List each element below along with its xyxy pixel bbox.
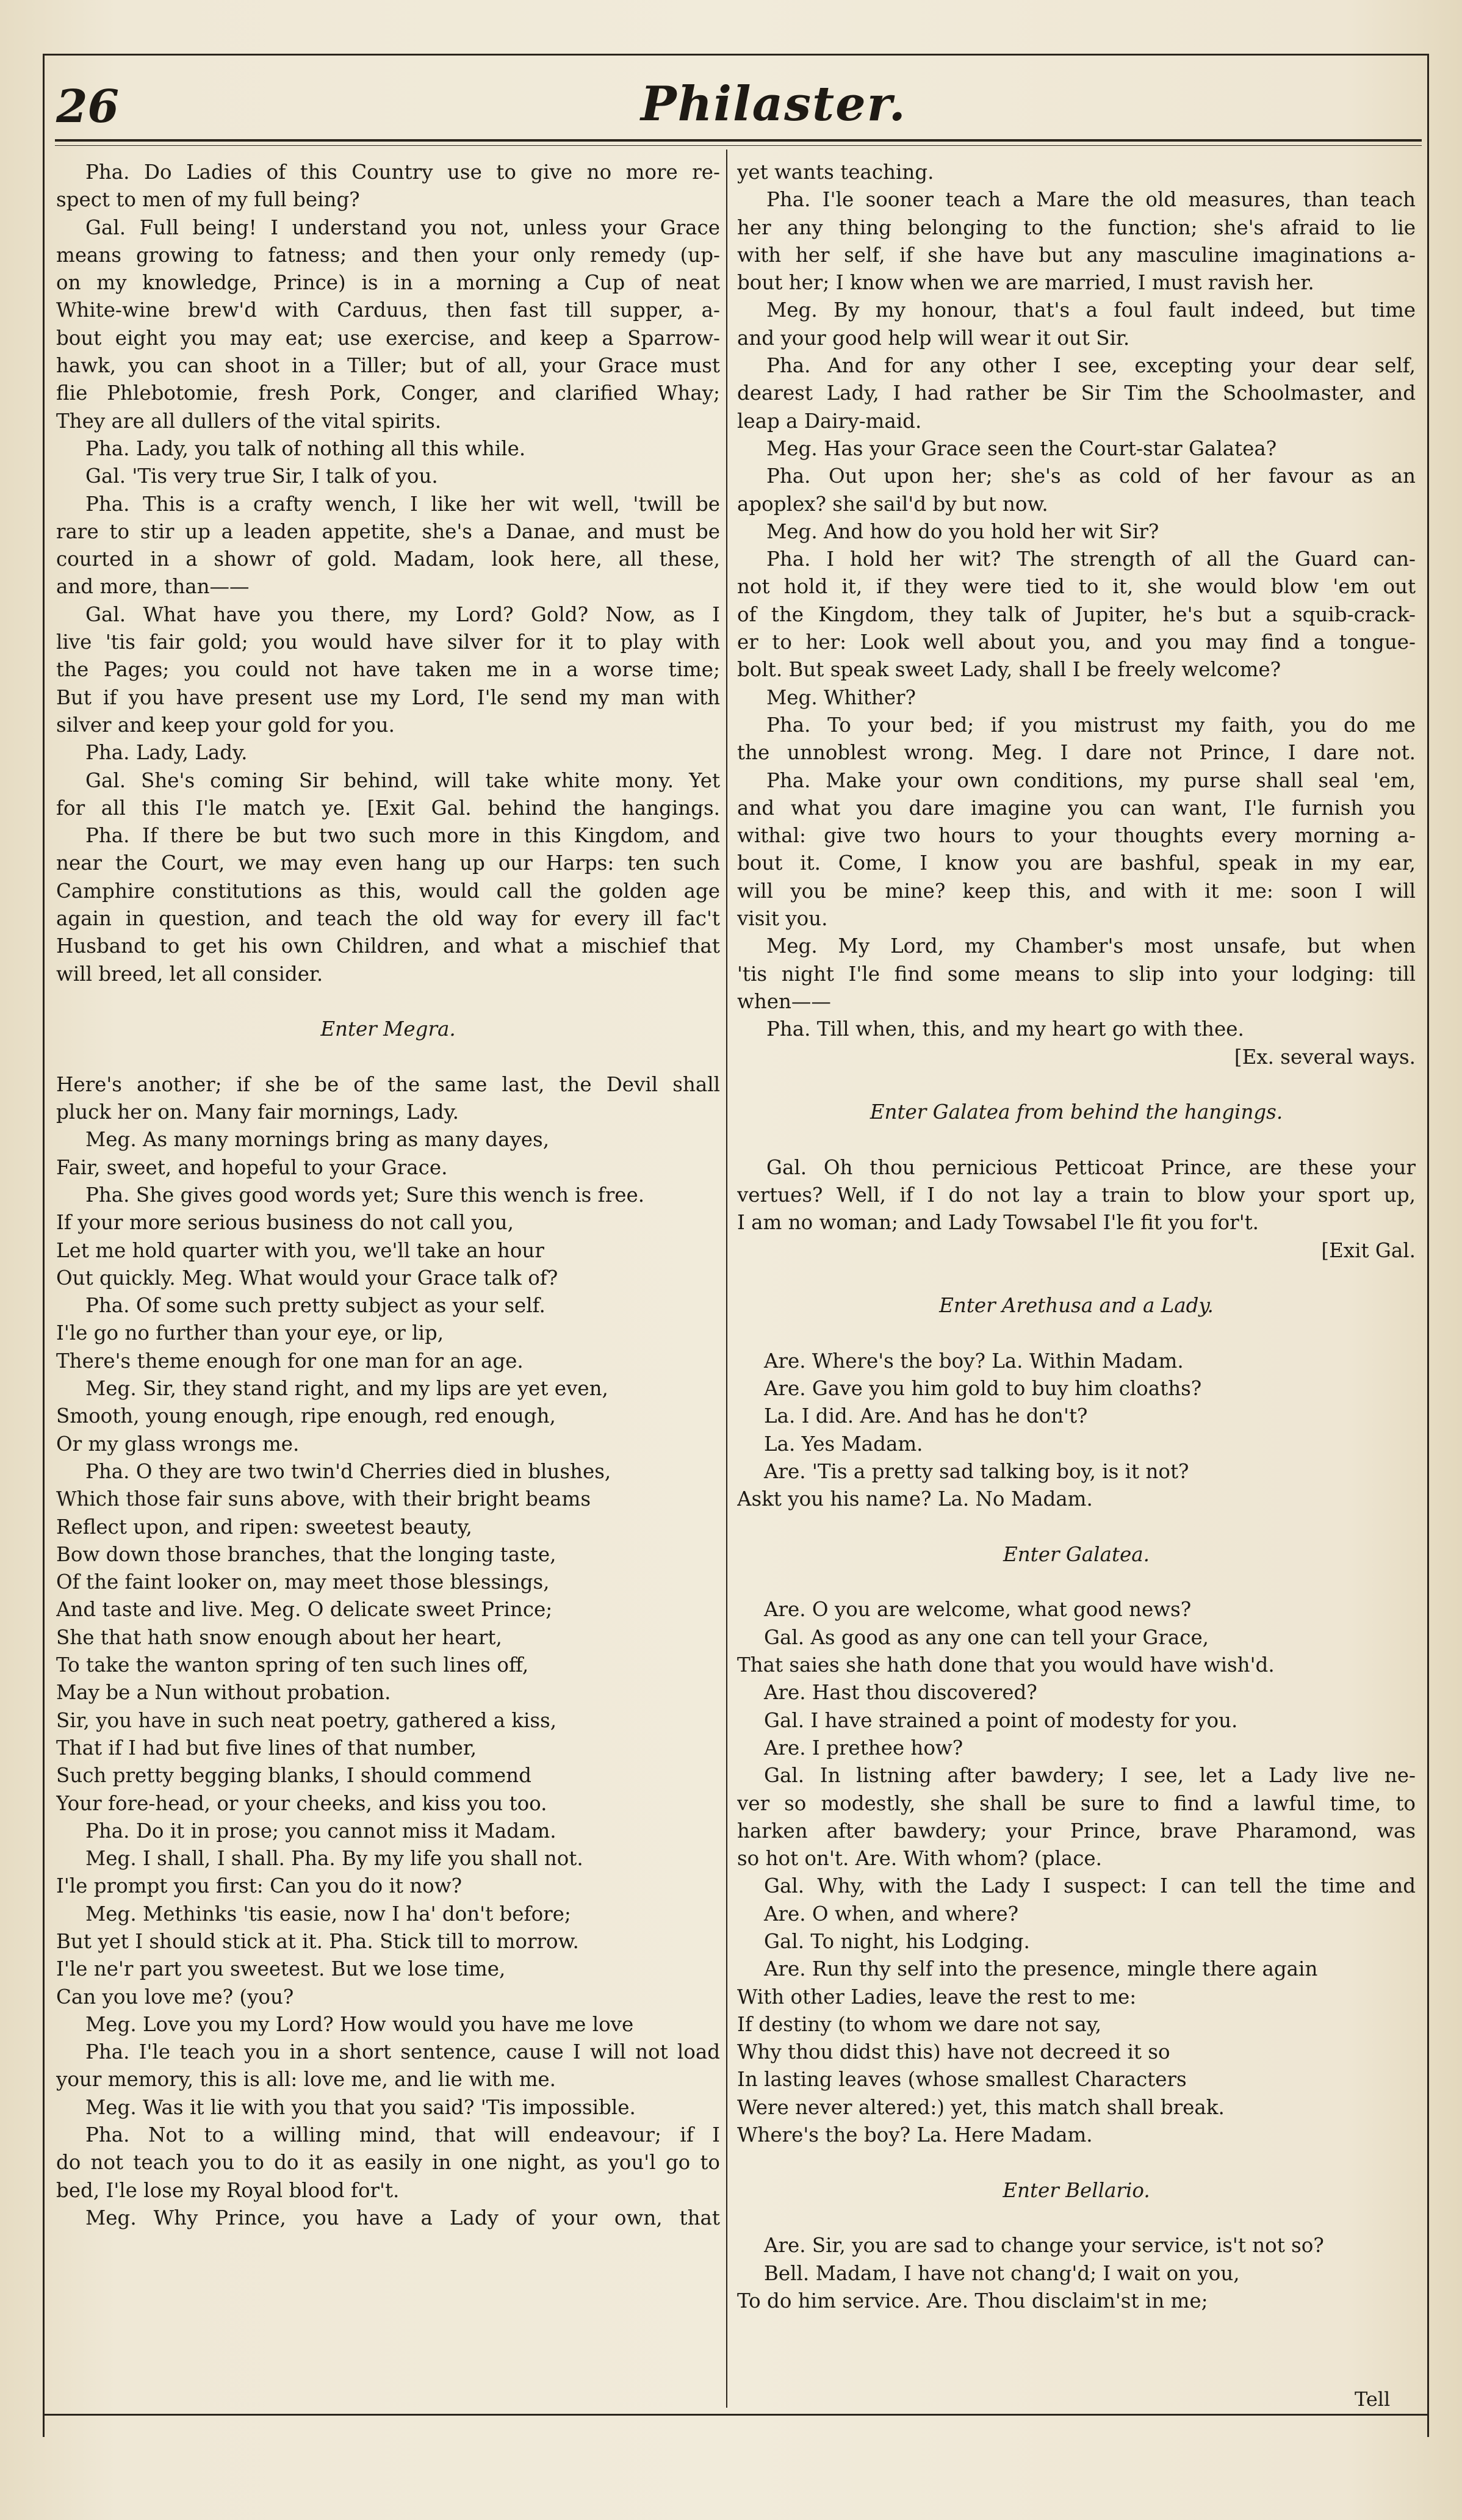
text-line: bolt. But speak sweet Lady, shall I be freely welcome? xyxy=(737,658,1281,682)
text-line: her any thing belonging to the function; she's afraid to lie xyxy=(737,215,1416,239)
text-line: Gal. In listning after bawdery; I see, let a Lady live ne- xyxy=(764,1764,1416,1788)
text-line: I'le ne'r part you sweetest. But we lose time, xyxy=(56,1957,506,1981)
text-line: your memory, this is all: love me, and lie with me. xyxy=(56,2068,556,2092)
text-line xyxy=(737,2149,1416,2176)
text-line: Meg. Love you my Lord? How would you have me love xyxy=(85,2012,634,2036)
text-line: With other Ladies, leave the rest to me: xyxy=(737,1985,1137,2009)
text-line: ver so modestly, she shall be sure to find a lawful time, to xyxy=(737,1791,1416,1815)
stage-direction: Enter Galatea from behind the hangings. xyxy=(870,1100,1283,1124)
text-line: 'tis night I'le find some means to slip into your lodging: till xyxy=(737,962,1416,986)
text-line: Pha. This is a crafty wench, I like her wit well, 'twill be xyxy=(85,492,720,516)
text-line: Meg. And how do you hold her wit Sir? xyxy=(766,519,1159,543)
text-line: In lasting leaves (whose smallest Characters xyxy=(737,2068,1187,2092)
text-line: Fair, sweet, and hopeful to your Grace. xyxy=(56,1155,448,1179)
text-line: Out quickly. Meg. What would your Grace talk of? xyxy=(56,1266,558,1290)
text-line: Are. Sir, you are sad to change your service, is't not so? xyxy=(764,2234,1324,2258)
text-line: Meg. Was it lie with you that you said? 'Tis impossible. xyxy=(85,2095,636,2119)
text-line: Pha. To your bed; if you mistrust my faith, you do me xyxy=(766,713,1416,737)
text-line: Askt you his name? La. No Madam. xyxy=(737,1487,1093,1511)
text-line: flie Phlebotomie, fresh Pork, Conger, and clarified Whay; xyxy=(56,381,720,405)
text-line: not hold it, if they were tied to it, she would blow 'em out xyxy=(737,575,1416,599)
text-line: Your fore-head, or your cheeks, and kiss you too. xyxy=(56,1791,547,1815)
text-line: I am no woman; and Lady Towsabel I'le fit you for't. xyxy=(737,1211,1259,1235)
text-line: Gal. What have you there, my Lord? Gold? Now, as I xyxy=(85,602,720,626)
text-line: White-wine brew'd with Carduus, then fast till supper, a- xyxy=(56,298,720,322)
page-frame-bottom xyxy=(43,2414,1429,2416)
text-line: Bell. Madam, I have not chang'd; I wait on you, xyxy=(764,2261,1240,2285)
text-line: visit you. xyxy=(737,907,828,931)
text-line: Are. Hast thou discovered? xyxy=(764,1681,1037,1705)
stage-direction: Enter Bellario. xyxy=(1003,2178,1150,2202)
text-line: La. I did. Are. And has he don't? xyxy=(764,1404,1088,1428)
text-line: Pha. And for any other I see, excepting your dear self, xyxy=(766,354,1416,378)
text-line: Reflect upon, and ripen: sweetest beauty, xyxy=(56,1515,472,1539)
text-line: Pha. I'le teach you in a short sentence, cause I will not load xyxy=(85,2040,720,2064)
text-line: Meg. I shall, I shall. Pha. By my life you shall not. xyxy=(85,1847,583,1871)
text-line: dearest Lady, I had rather be Sir Tim the Schoolmaster, and xyxy=(737,381,1416,405)
text-line: means growing to fatness; and then your only remedy (up- xyxy=(56,243,720,267)
text-line: Meg. As many mornings bring as many dayes, xyxy=(85,1128,550,1152)
text-line: Pha. Make your own conditions, my purse shall seal 'em, xyxy=(766,768,1416,792)
text-line: Are. I prethee how? xyxy=(764,1736,963,1760)
text-line: La. Yes Madam. xyxy=(764,1432,923,1456)
text-line: Pha. I'le sooner teach a Mare the old measures, than teach xyxy=(766,188,1416,212)
text-line: Bow down those branches, that the longing taste, xyxy=(56,1542,556,1566)
text-line: Sir, you have in such neat poetry, gathered a kiss, xyxy=(56,1708,557,1732)
text-line: again in question, and teach the old way for every ill fac't xyxy=(56,907,720,931)
text-line: near the Court, we may even hang up our Harps: ten such xyxy=(56,851,720,875)
text-line: If your more serious business do not call you, xyxy=(56,1211,514,1235)
text-line: with her self, if she have but any masculine imaginations a- xyxy=(737,243,1416,267)
page-frame-left xyxy=(43,54,45,2437)
text-line: There's theme enough for one man for an age. xyxy=(56,1349,524,1373)
text-line xyxy=(737,1514,1416,1541)
text-line: bout her; I know when we are married, I must ravish her. xyxy=(737,271,1314,295)
text-line: That saies she hath done that you would have wish'd. xyxy=(737,1653,1275,1677)
text-line: Pha. Do it in prose; you cannot miss it Madam. xyxy=(85,1819,556,1843)
text-line: And taste and live. Meg. O delicate sweet Prince; xyxy=(56,1598,553,1622)
text-line: withal: give two hours to your thoughts every morning a- xyxy=(737,824,1416,848)
text-line: vertues? Well, if I do not lay a train to blow your sport up, xyxy=(737,1183,1416,1207)
text-line: Of the faint looker on, may meet those blessings, xyxy=(56,1570,550,1594)
text-line: Or my glass wrongs me. xyxy=(56,1432,300,1456)
text-line: Gal. 'Tis very true Sir, I talk of you. xyxy=(85,464,438,488)
text-line xyxy=(737,1071,1416,1099)
text-line: so hot on't. Are. With whom? (place. xyxy=(737,1847,1102,1871)
text-line: Gal. Oh thou pernicious Petticoat Prince, are these your xyxy=(766,1155,1416,1179)
text-line xyxy=(56,988,720,1016)
text-line: hawk, you can shoot in a Tiller; but of all, your Grace must xyxy=(56,354,720,378)
text-line: Pha. Out upon her; she's as cold of her favour as an xyxy=(766,464,1416,488)
text-line: But if you have present use my Lord, I'le send my man with xyxy=(56,685,720,709)
text-line: Are. 'Tis a pretty sad talking boy, is it not? xyxy=(764,1459,1189,1483)
text-line: bout it. Come, I know you are bashful, speak in my ear, xyxy=(737,851,1416,875)
text-line: Pha. O they are two twin'd Cherries died in blushes, xyxy=(85,1459,611,1483)
text-line: If destiny (to whom we dare not say, xyxy=(737,2012,1102,2036)
header-rule-thin xyxy=(55,145,1422,146)
text-line: pluck her on. Many fair mornings, Lady. xyxy=(56,1100,459,1124)
text-line: Gal. She's coming Sir behind, will take white mony. Yet xyxy=(85,768,720,792)
text-line: Pha. She gives good words yet; Sure this wench is free. xyxy=(85,1183,645,1207)
text-line: Are. O you are welcome, what good news? xyxy=(764,1598,1192,1622)
text-line xyxy=(737,2204,1416,2232)
text-line: Gal. To night, his Lodging. xyxy=(764,1930,1030,1953)
text-line: rare to stir up a leaden appetite, she's a Danae, and must be xyxy=(56,519,720,543)
text-line: Husband to get his own Children, and what a mischief that xyxy=(56,934,720,958)
text-line: Meg. Sir, they stand right, and my lips are yet even, xyxy=(85,1377,608,1401)
text-line: will breed, let all consider. xyxy=(56,962,323,986)
text-line: Smooth, young enough, ripe enough, red enough, xyxy=(56,1404,556,1428)
text-line: Are. Run thy self into the presence, mingle there again xyxy=(764,1957,1318,1981)
text-line: Gal. Full being! I understand you not, unless your Grace xyxy=(85,215,720,239)
text-line: Are. Gave you him gold to buy him cloaths? xyxy=(764,1377,1202,1401)
text-line: [Exit Gal. xyxy=(1321,1238,1416,1262)
text-line: Are. Where's the boy? La. Within Madam. xyxy=(764,1349,1184,1373)
page-frame-top xyxy=(43,54,1429,56)
header-rule xyxy=(55,139,1422,142)
stage-direction: Enter Galatea. xyxy=(1003,1542,1150,1566)
text-line xyxy=(737,1126,1416,1153)
text-line: and what you dare imagine you can want, I'le furnish you xyxy=(737,796,1416,820)
text-line: Were never altered:) yet, this match shall break. xyxy=(737,2095,1225,2119)
text-line: and more, than—— xyxy=(56,575,250,599)
text-line: yet wants teaching. xyxy=(737,161,934,184)
text-line: and your good help will wear it out Sir. xyxy=(737,326,1130,350)
text-line: Meg. Has your Grace seen the Court-star Galatea? xyxy=(766,436,1277,460)
text-line: Pha. Not to a willing mind, that will endeavour; if I xyxy=(85,2123,720,2147)
text-line: Meg. Whither? xyxy=(766,685,916,709)
text-line: Pha. Till when, this, and my heart go with thee. xyxy=(766,1017,1244,1041)
text-line: will you be mine? keep this, and with it me: soon I will xyxy=(737,879,1416,903)
text-line: I'le go no further than your eye, or lip, xyxy=(56,1321,444,1345)
text-line: the unnoblest wrong. Meg. I dare not Prince, I dare not. xyxy=(737,741,1416,765)
text-line: Pha. Do Ladies of this Country use to give no more re- xyxy=(85,161,720,184)
text-line: But yet I should stick at it. Pha. Stick till to morrow. xyxy=(56,1930,579,1953)
page-number: 26 xyxy=(56,81,119,133)
text-line: spect to men of my full being? xyxy=(56,188,360,212)
text-line: do not teach you to do it as easily in one night, as you'l go to xyxy=(56,2151,720,2175)
text-line: Meg. My Lord, my Chamber's most unsafe, but when xyxy=(766,934,1416,958)
text-line: I'le prompt you first: Can you do it now? xyxy=(56,1874,462,1898)
text-line: Here's another; if she be of the same last, the Devil shall xyxy=(56,1072,720,1096)
text-line: Pha. Lady, Lady. xyxy=(85,741,248,765)
text-line: Pha. If there be but two such more in this Kingdom, and xyxy=(85,824,720,848)
text-line: Where's the boy? La. Here Madam. xyxy=(737,2123,1093,2147)
text-line: on my knowledge, Prince) is in a morning a Cup of neat xyxy=(56,271,720,295)
text-line: of the Kingdom, they talk of Jupiter, he's but a squib-crack- xyxy=(737,602,1416,626)
text-line xyxy=(56,1044,720,1071)
text-line: She that hath snow enough about her heart, xyxy=(56,1625,502,1649)
text-line xyxy=(737,1265,1416,1292)
text-line: Pha. I hold her wit? The strength of all the Guard can- xyxy=(766,547,1416,571)
text-line: Pha. Of some such pretty subject as your self. xyxy=(85,1294,546,1318)
text-line: Let me hold quarter with you, we'll take an hour xyxy=(56,1238,544,1262)
text-line: bed, I'le lose my Royal blood for't. xyxy=(56,2178,400,2202)
text-line: leap a Dairy-maid. xyxy=(737,409,922,433)
text-line: bout eight you may eat; use exercise, and keep a Sparrow- xyxy=(56,326,720,350)
text-line: courted in a showr of gold. Madam, look here, all these, xyxy=(56,547,720,571)
running-title: Philaster. xyxy=(641,76,907,132)
text-line: May be a Nun without probation. xyxy=(56,1681,391,1705)
right-column xyxy=(737,159,1416,2315)
text-line: To do him service. Are. Thou disclaim'st in me; xyxy=(737,2289,1208,2312)
catchword: Tell xyxy=(1355,2388,1391,2411)
text-line: apoplex? she sail'd by but now. xyxy=(737,492,1048,516)
text-line: They are all dullers of the vital spirits. xyxy=(56,409,442,433)
text-line xyxy=(737,1320,1416,1347)
text-line: Can you love me? (you? xyxy=(56,1985,294,2009)
text-line: when—— xyxy=(737,989,831,1013)
text-line: That if I had but five lines of that number, xyxy=(56,1736,477,1760)
text-line: silver and keep your gold for you. xyxy=(56,713,395,737)
text-line: Gal. Why, with the Lady I suspect: I can tell the time and xyxy=(764,1874,1416,1898)
text-line: live 'tis fair gold; you would have silver for it to play with xyxy=(56,630,720,654)
text-line: To take the wanton spring of ten such lines off, xyxy=(56,1653,529,1677)
text-line: for all this I'le match ye. [Exit Gal. behind the hangings. xyxy=(56,796,720,820)
text-line: Are. O when, and where? xyxy=(764,1902,1019,1926)
text-line: Meg. By my honour, that's a foul fault indeed, but time xyxy=(766,298,1416,322)
text-line: Such pretty begging blanks, I should commend xyxy=(56,1764,531,1788)
text-line: Gal. As good as any one can tell your Grace, xyxy=(764,1625,1209,1649)
page-frame-right xyxy=(1427,54,1429,2437)
text-line: Gal. I have strained a point of modesty for you. xyxy=(764,1708,1238,1732)
text-line: Which those fair suns above, with their bright beams xyxy=(56,1487,591,1511)
text-line: harken after bawdery; your Prince, brave Pharamond, was xyxy=(737,1819,1416,1843)
stage-direction: Enter Megra. xyxy=(320,1017,456,1041)
text-line: Camphire constitutions as this, would call the golden age xyxy=(56,879,720,903)
text-line: the Pages; you could not have taken me in a worse time; xyxy=(56,658,720,682)
text-line: er to her: Look well about you, and you may find a tongue- xyxy=(737,630,1416,654)
stage-direction: Enter Arethusa and a Lady. xyxy=(939,1294,1214,1318)
column-divider xyxy=(726,150,727,2408)
text-line: Meg. Why Prince, you have a Lady of your own, that xyxy=(85,2206,720,2229)
text-line: Pha. Lady, you talk of nothing all this while. xyxy=(85,436,526,460)
left-column xyxy=(56,159,720,2232)
text-line: [Ex. several ways. xyxy=(1234,1045,1416,1069)
text-line: Meg. Methinks 'tis easie, now I ha' don't before; xyxy=(85,1902,571,1926)
text-line xyxy=(737,1569,1416,1596)
text-line: Why thou didst this) have not decreed it so xyxy=(737,2040,1170,2064)
